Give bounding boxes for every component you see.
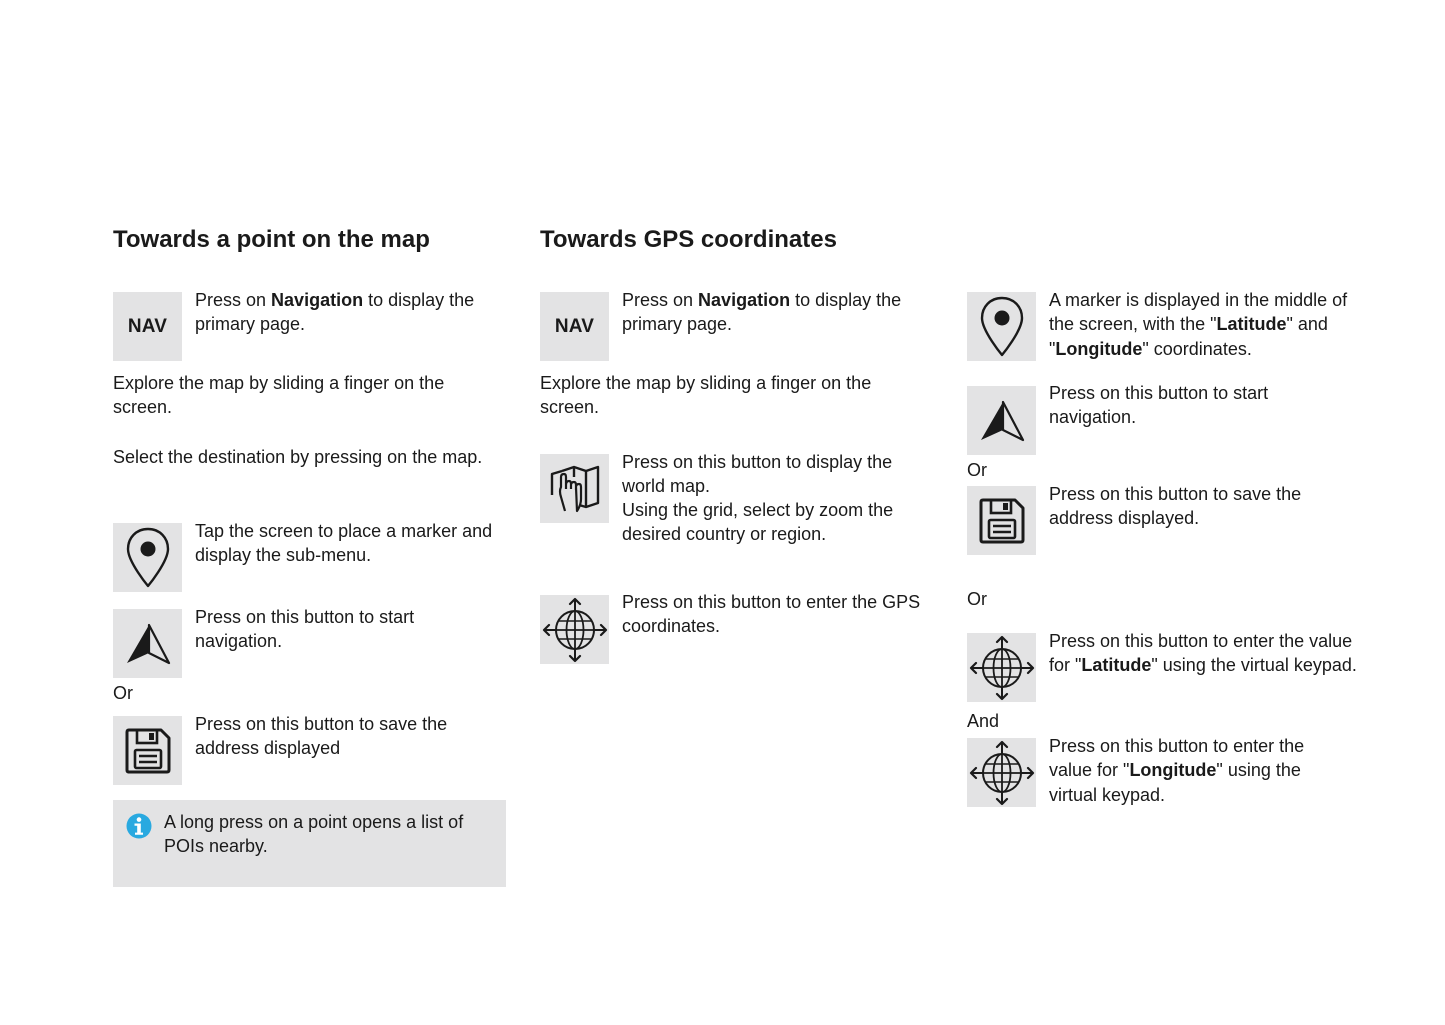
heading-map-point: Towards a point on the map bbox=[113, 226, 430, 253]
explore-text-gps: Explore the map by sliding a finger on the screen. bbox=[540, 373, 872, 418]
select-text: Select the destination by pressing on the map. bbox=[113, 447, 483, 467]
or-label-right-1: Or bbox=[967, 460, 987, 480]
nav-label: NAV bbox=[554, 315, 595, 337]
nav-button-gps[interactable] bbox=[540, 292, 609, 361]
or-label-right-2: Or bbox=[967, 589, 987, 609]
longitude-text: Press on this button to enter the value for "Longitude" using the virtual keypad. bbox=[1049, 736, 1305, 805]
globe-arrows-icon bbox=[542, 597, 608, 663]
start-navigation-button-right[interactable] bbox=[967, 386, 1036, 455]
save-text-right: Press on this button to save the address displayed. bbox=[1049, 484, 1302, 529]
world-map-button[interactable] bbox=[540, 454, 609, 523]
longitude-button[interactable] bbox=[967, 738, 1036, 807]
floppy-disk-icon bbox=[123, 726, 173, 776]
start-text-right: Press on this button to start navigation. bbox=[1049, 383, 1269, 428]
world-map-text-2: Using the grid, select by zoom the desired country or region. bbox=[622, 500, 894, 545]
globe-arrows-icon bbox=[969, 635, 1035, 701]
world-map-icon bbox=[548, 463, 602, 515]
save-text: Press on this button to save the address displayed bbox=[195, 714, 448, 759]
nav-label: NAV bbox=[127, 315, 168, 337]
and-label: And bbox=[967, 711, 1000, 731]
navigation-arrow-icon bbox=[123, 622, 173, 666]
tap-text: Tap the screen to place a marker and display the sub-menu. bbox=[195, 521, 493, 566]
nav-instruction-gps: Press on Navigation to display the primary page. bbox=[622, 290, 902, 335]
marker-button-right[interactable] bbox=[967, 292, 1036, 361]
start-navigation-button[interactable] bbox=[113, 609, 182, 678]
navigation-arrow-icon bbox=[977, 399, 1027, 443]
gps-text: Press on this button to enter the GPS coordinates. bbox=[622, 592, 921, 637]
marker-button[interactable] bbox=[113, 523, 182, 592]
info-icon bbox=[126, 813, 152, 839]
or-label: Or bbox=[113, 683, 133, 703]
save-button-right[interactable] bbox=[967, 486, 1036, 555]
info-note bbox=[113, 800, 506, 887]
map-pin-icon bbox=[978, 295, 1026, 359]
start-text: Press on this button to start navigation. bbox=[195, 607, 415, 652]
note-text: A long press on a point opens a list of POIs nearby. bbox=[164, 812, 464, 857]
map-pin-icon bbox=[124, 526, 172, 590]
globe-arrows-icon bbox=[969, 740, 1035, 806]
world-map-text-1: Press on this button to display the world map. bbox=[622, 452, 893, 497]
heading-gps: Towards GPS coordinates bbox=[540, 226, 837, 253]
gps-coordinates-button[interactable] bbox=[540, 595, 609, 664]
marker-text: A marker is displayed in the middle of the screen, with the "Latitude" and "Longitude" coordinates. bbox=[1049, 290, 1348, 359]
nav-button[interactable] bbox=[113, 292, 182, 361]
explore-text: Explore the map by sliding a finger on the screen. bbox=[113, 373, 445, 418]
floppy-disk-icon bbox=[977, 496, 1027, 546]
latitude-text: Press on this button to enter the value for "Latitude" using the virtual keypad. bbox=[1049, 631, 1357, 676]
latitude-button[interactable] bbox=[967, 633, 1036, 702]
nav-instruction: Press on Navigation to display the primary page. bbox=[195, 290, 475, 335]
save-button[interactable] bbox=[113, 716, 182, 785]
